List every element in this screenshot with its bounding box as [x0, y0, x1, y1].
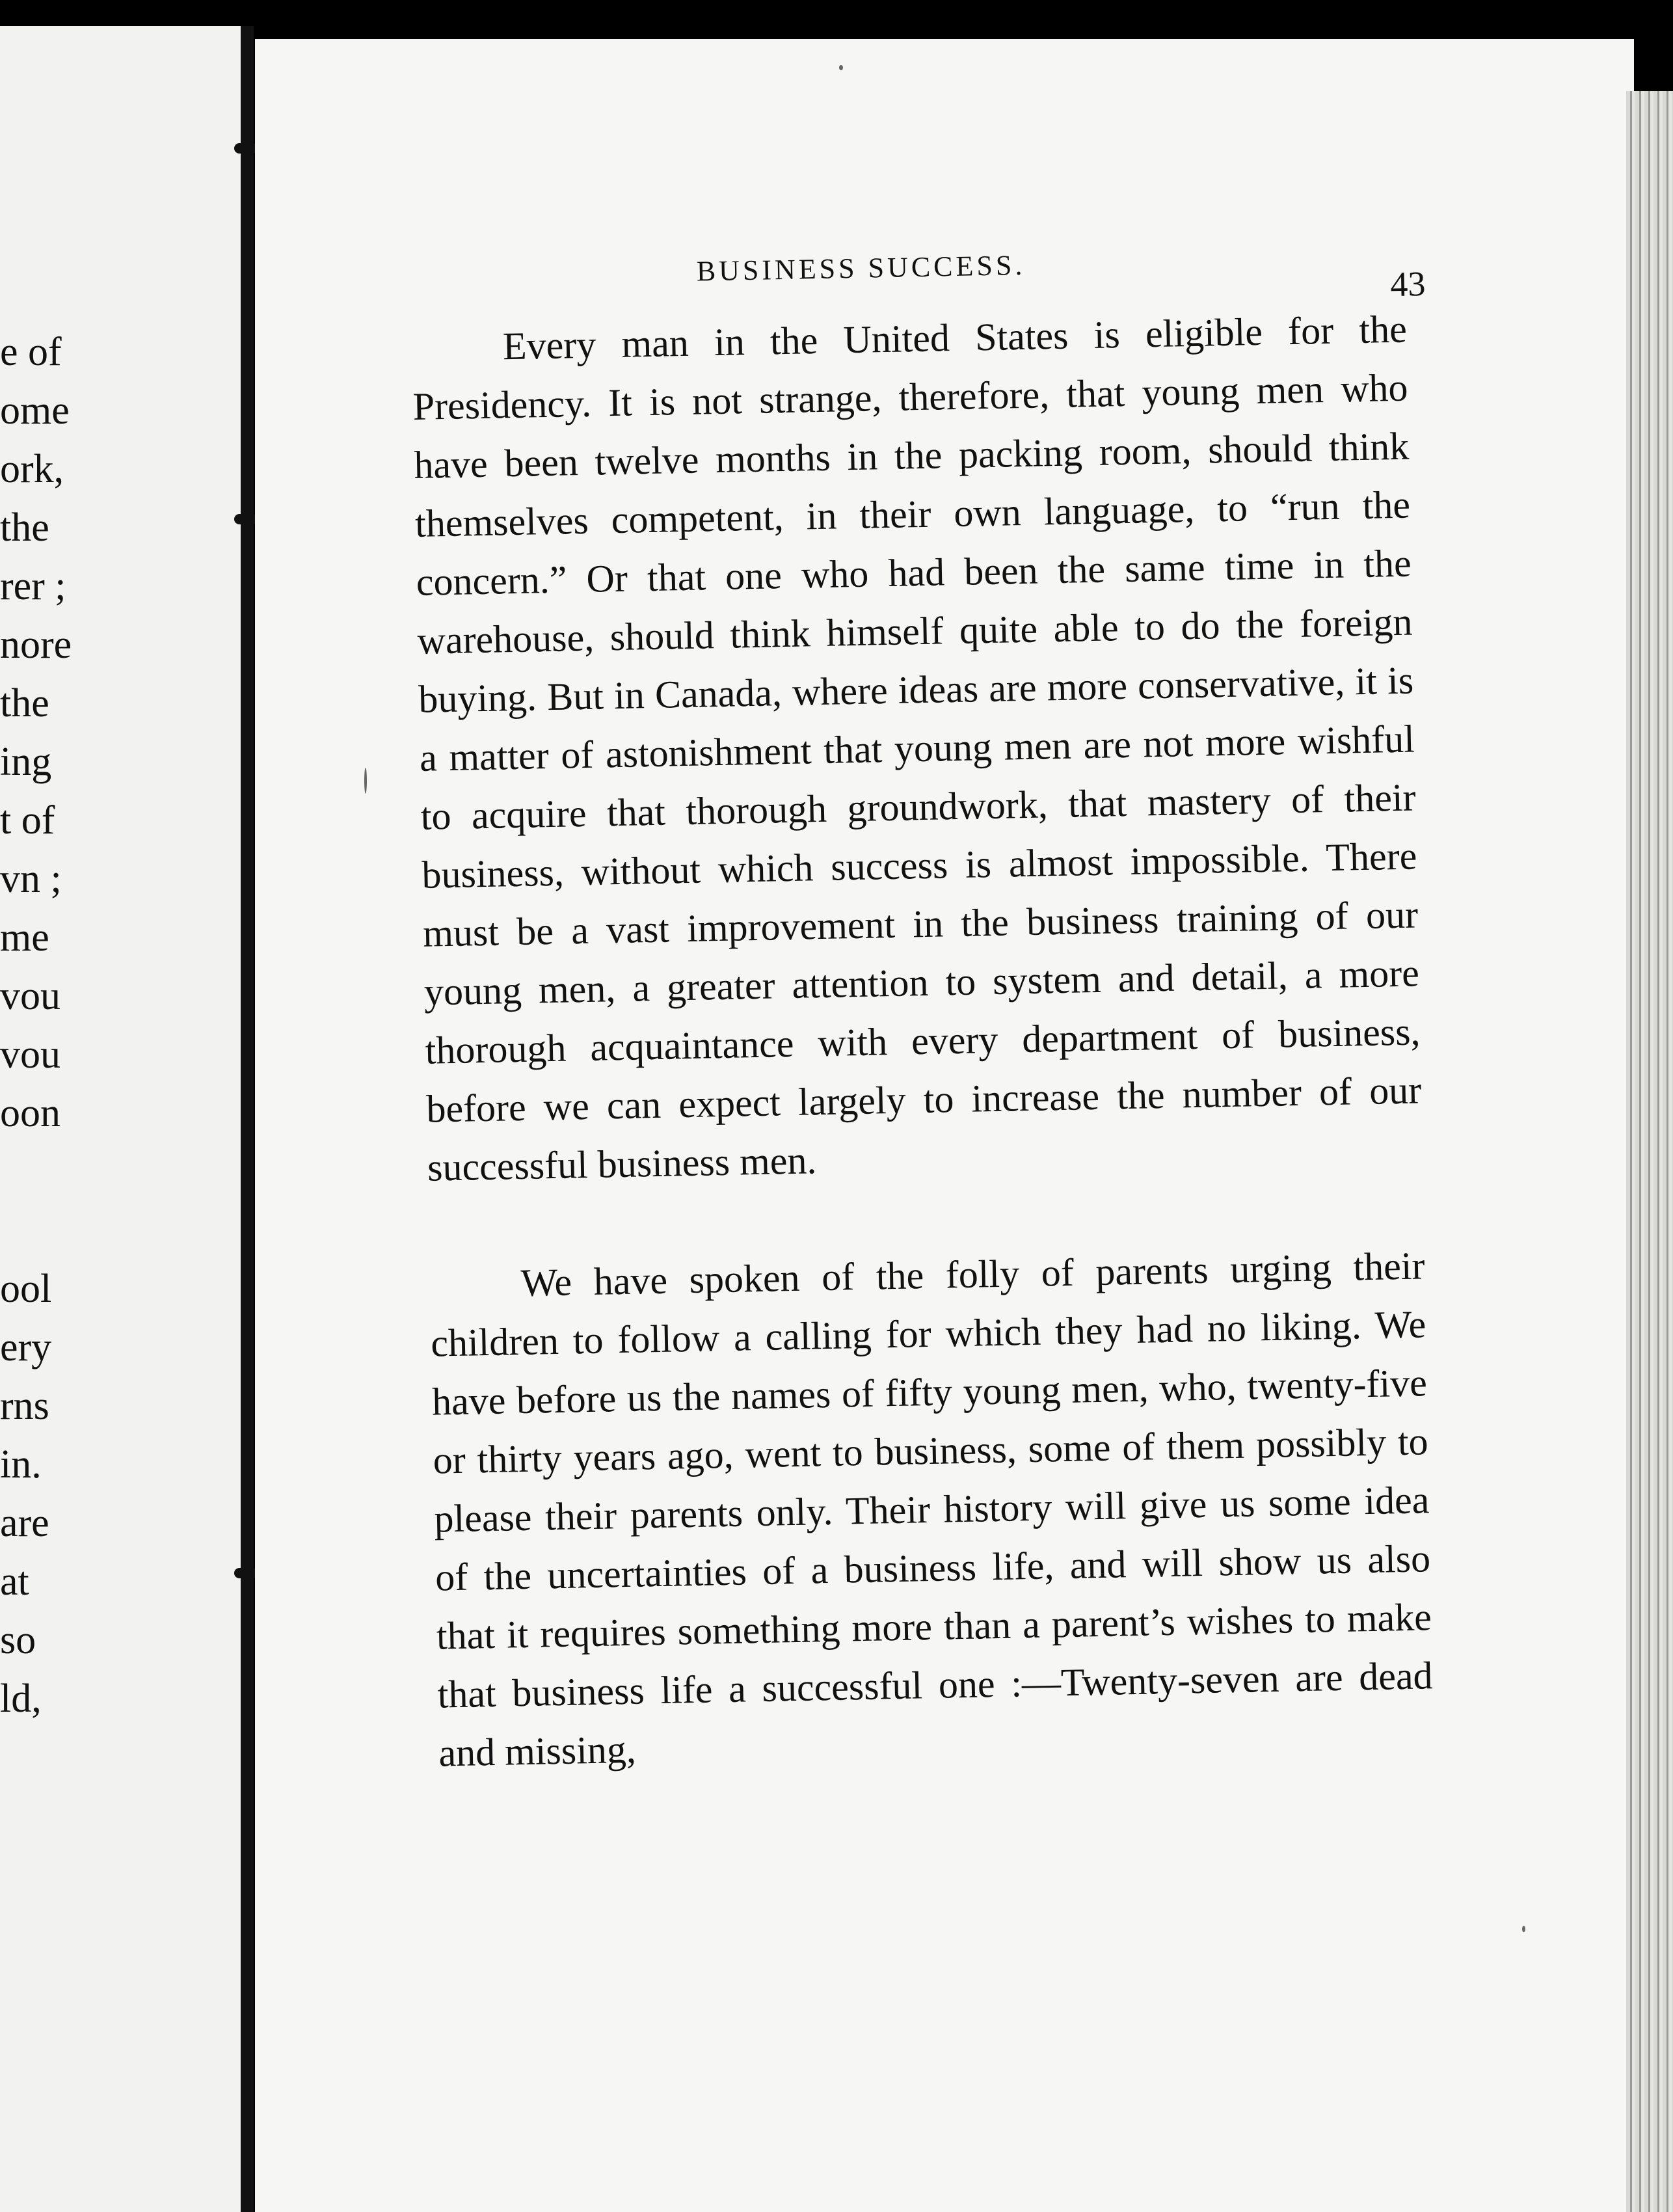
facing-page-fragment: vou	[0, 974, 60, 1018]
facing-page-fragment: at	[0, 1559, 29, 1604]
body-paragraph: Every man in the United States is eligible for the Presidency. It is not strange, therefore, that young men who have been twelve months in the packing room, should think themselves competent, in their own language, to “run the concern.” Or that one who had been the same time in the warehouse, should think himself quite able to do the foreign buying. But in Canada, where ideas are more conservative, it is a matter of astonishment that young men are not more wishful to acquire that thorough groundwork, that mastery of their business, without which success is almost impossible. There must be a vast improvement in the business training of our young men, a greater attention to system and detail, a more thorough acquaintance with every department of business, before we can expect largely to increase the number of our successful business men.	[412, 307, 1422, 1189]
page-edges	[1626, 91, 1673, 2212]
page-text-block	[410, 228, 1434, 1783]
facing-page-fragment: ld,	[0, 1677, 42, 1721]
binding-mark	[234, 1568, 258, 1578]
body-paragraph: We have spoken of the folly of parents urging their children to follow a calling for which they had no liking. We have before us the names of fifty young men, who, twenty-five or thirty years ago, went to business, some of them possibly to please their parents only. Their history will give us some idea of the uncertainties of a business life, and will show us also that it requires something more than a parent’s wishes to make that business life a successful one :—Twenty-seven are dead and missing,	[430, 1244, 1434, 1775]
facing-page-fragment: rer ;	[0, 564, 66, 608]
facing-page-fragment: t of	[0, 798, 55, 843]
paper-speck	[839, 65, 843, 70]
facing-page-fragment: are	[0, 1501, 49, 1545]
paper-speck	[1522, 1926, 1525, 1932]
running-title: BUSINESS SUCCESS.	[696, 249, 1026, 288]
facing-page	[0, 26, 247, 2212]
facing-page-fragment: oon	[0, 1091, 60, 1135]
facing-page-fragment: the	[0, 506, 49, 550]
page-number: 43	[1389, 264, 1426, 304]
facing-page-fragment: nore	[0, 623, 72, 667]
facing-page-fragment: ing	[0, 740, 52, 784]
facing-page-fragment: vn ;	[0, 857, 62, 901]
facing-page-fragment: ool	[0, 1267, 52, 1311]
paper-speck	[364, 768, 367, 794]
binding-mark	[234, 143, 258, 154]
facing-page-fragment: in.	[0, 1442, 42, 1487]
facing-page-fragment: so	[0, 1618, 36, 1662]
facing-page-fragment: ery	[0, 1325, 52, 1369]
facing-page-fragment: ome	[0, 388, 70, 433]
facing-page-fragment: the	[0, 681, 49, 725]
facing-page-fragment: rns	[0, 1384, 49, 1428]
book-gutter	[241, 26, 254, 2212]
facing-page-fragment: ork,	[0, 447, 64, 491]
facing-page-fragment: me	[0, 915, 49, 960]
facing-page-fragment: e of	[0, 330, 62, 374]
binding-mark	[234, 514, 258, 524]
facing-page-fragment: vou	[0, 1032, 60, 1077]
